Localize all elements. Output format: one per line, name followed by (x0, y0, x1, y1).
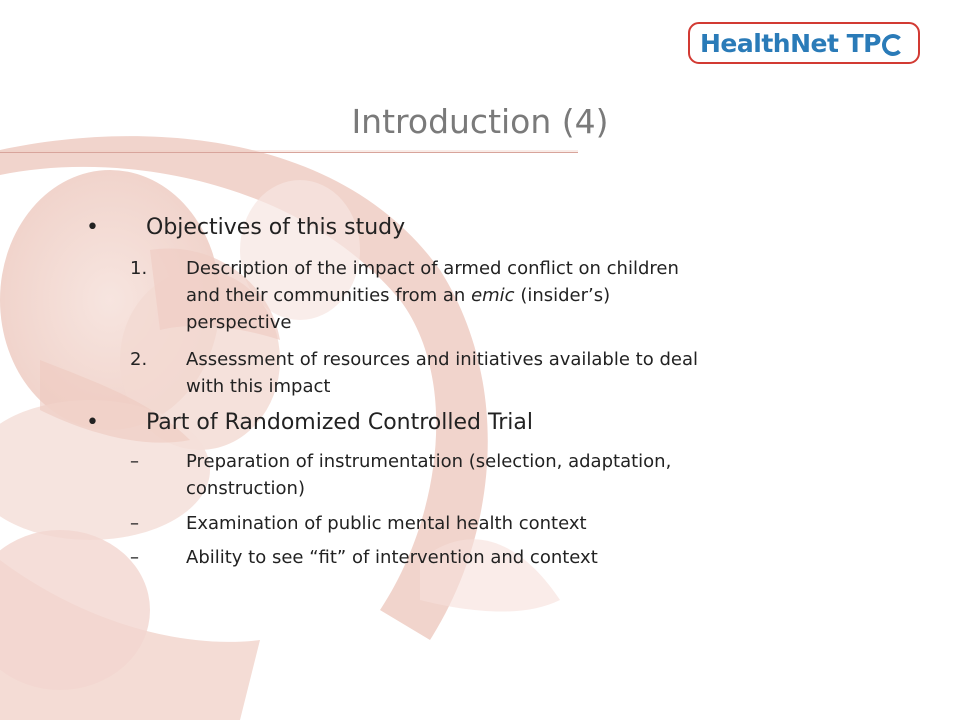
subitem-line-part: and their communities from an (186, 285, 466, 306)
subitem-line: construction) (186, 478, 305, 499)
bullet-text: Part of Randomized Controlled Trial (146, 410, 533, 435)
slide-title: Introduction (4) (351, 102, 609, 141)
subitem-line: Assessment of resources and initiatives available to deal (186, 349, 698, 370)
bullet-marker: • (86, 215, 99, 240)
logo-text: HealthNet TP (700, 28, 881, 58)
subitem-line: Ability to see “fit” of intervention and context (186, 547, 598, 568)
subitem-marker: 1. (130, 258, 148, 279)
subitem-line (186, 282, 886, 309)
subitem-line-part: (insider’s) (520, 285, 611, 306)
emphasis-emic: emic (471, 285, 515, 306)
subitem-line: Examination of public mental health context (186, 513, 587, 534)
subitem-marker: – (130, 451, 139, 472)
subitem-marker: – (130, 513, 139, 534)
bullet-text: Objectives of this study (146, 215, 406, 240)
bullet-marker: • (86, 410, 99, 435)
subitem-line: Preparation of instrumentation (selection, adaptation, (186, 451, 672, 472)
subitem-line: with this impact (186, 376, 331, 397)
subitem-marker: 2. (130, 349, 148, 370)
subitem-line: perspective (186, 312, 292, 333)
subitem-line: Description of the impact of armed conflict on children (186, 258, 679, 279)
subitem-marker: – (130, 547, 139, 568)
